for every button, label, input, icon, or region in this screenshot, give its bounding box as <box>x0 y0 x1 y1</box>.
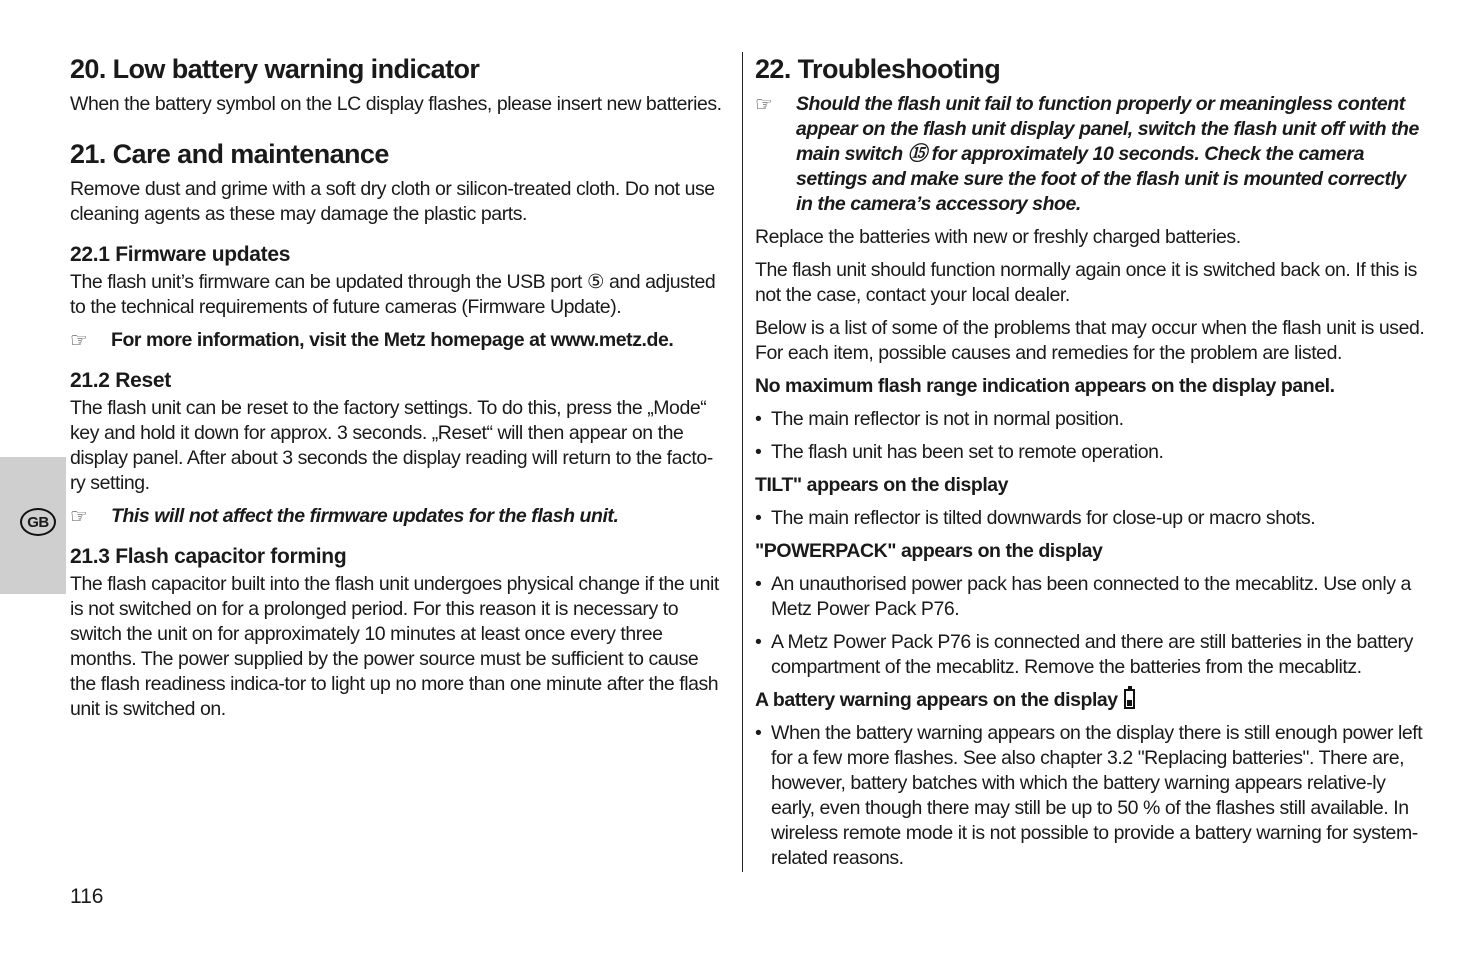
right-column <box>755 52 1425 871</box>
pointing-hand-icon: ☞ <box>70 328 88 352</box>
troubleshooting-note <box>755 92 1425 217</box>
bullet-text: A Metz Power Pack P76 is connected and there are still batteries in the battery compartment of the mecablitz. Remove the batteries from the mecablitz. <box>771 631 1413 678</box>
section-21-2-text: The flash unit can be reset to the factory settings. To do this, press the „Mode“ key and hold it down for approx. 3 seconds. „Reset“ will then appear on the display panel. After about 3 seconds the display reading will return to the facto-ry setting. <box>70 397 713 494</box>
battery-icon <box>1124 689 1135 709</box>
list-item: • The main reflector is tilted downwards for close-up or macro shots. <box>755 507 1316 529</box>
list-item: • When the battery warning appears on the display there is still enough power left for a few more flashes. See also chapter 3.2 "Replacing batteries". There are, however, battery batches with which the battery warning appears relative-ly early, even though there may still be up to 50 % of the flashes still available. In wireless remote mode it is not possible to provide a battery warning for system-related reasons. <box>755 721 1425 871</box>
troubleshooting-note-text: Should the flash unit fail to function properly or meaningless content appear on the flash unit display panel, switch the flash unit off with the main switch ⑮ for approximately 10 seconds. Check the camera settings and make sure the foot of the flash unit is mounted correctly in the camera’s accessory shoe. <box>796 93 1419 215</box>
list-item: • The main reflector is not in normal position. <box>755 408 1124 430</box>
heading-tilt: TILT" appears on the display <box>755 474 1009 496</box>
section-21-3-title: 21.3 Flash capacitor forming <box>70 545 347 568</box>
pointing-hand-icon: ☞ <box>755 92 773 116</box>
pointing-hand-icon: ☞ <box>70 504 88 528</box>
heading-no-range: No maximum flash range indication appears on the display panel. <box>755 375 1335 397</box>
list-item: • The flash unit has been set to remote operation. <box>755 441 1164 463</box>
heading-powerpack: "POWERPACK" appears on the display <box>755 540 1103 562</box>
section-20-title: 20. Low battery warning indicator <box>70 54 480 84</box>
bullet-text: An unauthorised power pack has been connected to the mecablitz. Use only a Metz Power Pack P76. <box>771 573 1411 620</box>
firmware-note <box>70 328 726 353</box>
bullet-text: The main reflector is tilted downwards for close-up or macro shots. <box>771 507 1316 529</box>
bullet-text: The flash unit has been set to remote operation. <box>771 441 1164 463</box>
section-20-text: When the battery symbol on the LC display flashes, please insert new batteries. <box>70 93 722 115</box>
list-item: • An unauthorised power pack has been connected to the mecablitz. Use only a Metz Power Pack P76. <box>755 572 1425 622</box>
section-22-title: 22. Troubleshooting <box>755 54 1001 84</box>
section-21-3-text: The flash capacitor built into the flash unit undergoes physical change if the unit is not switched on for a prolonged period. For this reason it is necessary to switch the unit on for approximately 10 minutes at least once every three months. The power supplied by the power source must be sufficient to cause the flash readiness indica-tor to light up no more than one minute after the flash unit is switched on. <box>70 573 719 720</box>
section-21-2-title: 21.2 Reset <box>70 369 171 392</box>
section-22-1-text: The flash unit’s firmware can be updated through the USB port ⑤ and adjusted to the technical requirements of future cameras (Firmware Update). <box>70 271 716 318</box>
section-21-text: Remove dust and grime with a soft dry cloth or silicon-treated cloth. Do not use cleaning agents as these may damage the plastic parts. <box>70 178 715 225</box>
page-number: 116 <box>70 885 104 908</box>
bullet-text: When the battery warning appears on the display there is still enough power left for a few more flashes. See also chapter 3.2 "Replacing batteries". There are, however, battery batches with which the battery warning appears relative-ly early, even though there may still be up to 50 % of the flashes still available. In wireless remote mode it is not possible to provide a battery warning for system-related reasons. <box>771 722 1423 869</box>
heading-battery-warning <box>755 688 1425 713</box>
heading-battery-warning-text: A battery warning appears on the display <box>755 689 1118 711</box>
reset-note-text: This will not affect the firmware updates for the flash unit. <box>111 505 619 527</box>
reset-note <box>70 504 726 529</box>
section-22-1-title: 22.1 Firmware updates <box>70 243 291 266</box>
paragraph-function-normally: The flash unit should function normally again once it is switched back on. If this is not the case, contact your local dealer. <box>755 259 1417 306</box>
firmware-note-text: For more information, visit the Metz homepage at www.metz.de. <box>111 329 674 351</box>
language-badge: GB <box>20 508 56 536</box>
bullet-text: The main reflector is not in normal position. <box>771 408 1124 430</box>
column-divider <box>742 52 743 872</box>
left-column <box>70 52 726 722</box>
list-item: • A Metz Power Pack P76 is connected and there are still batteries in the battery compartment of the mecablitz. Remove the batteries from the mecablitz. <box>755 630 1425 680</box>
paragraph-problem-list: Below is a list of some of the problems that may occur when the flash unit is used. For each item, possible causes and remedies for the problem are listed. <box>755 317 1425 364</box>
paragraph-replace-batteries: Replace the batteries with new or freshly charged batteries. <box>755 226 1241 248</box>
section-21-title: 21. Care and maintenance <box>70 139 389 169</box>
